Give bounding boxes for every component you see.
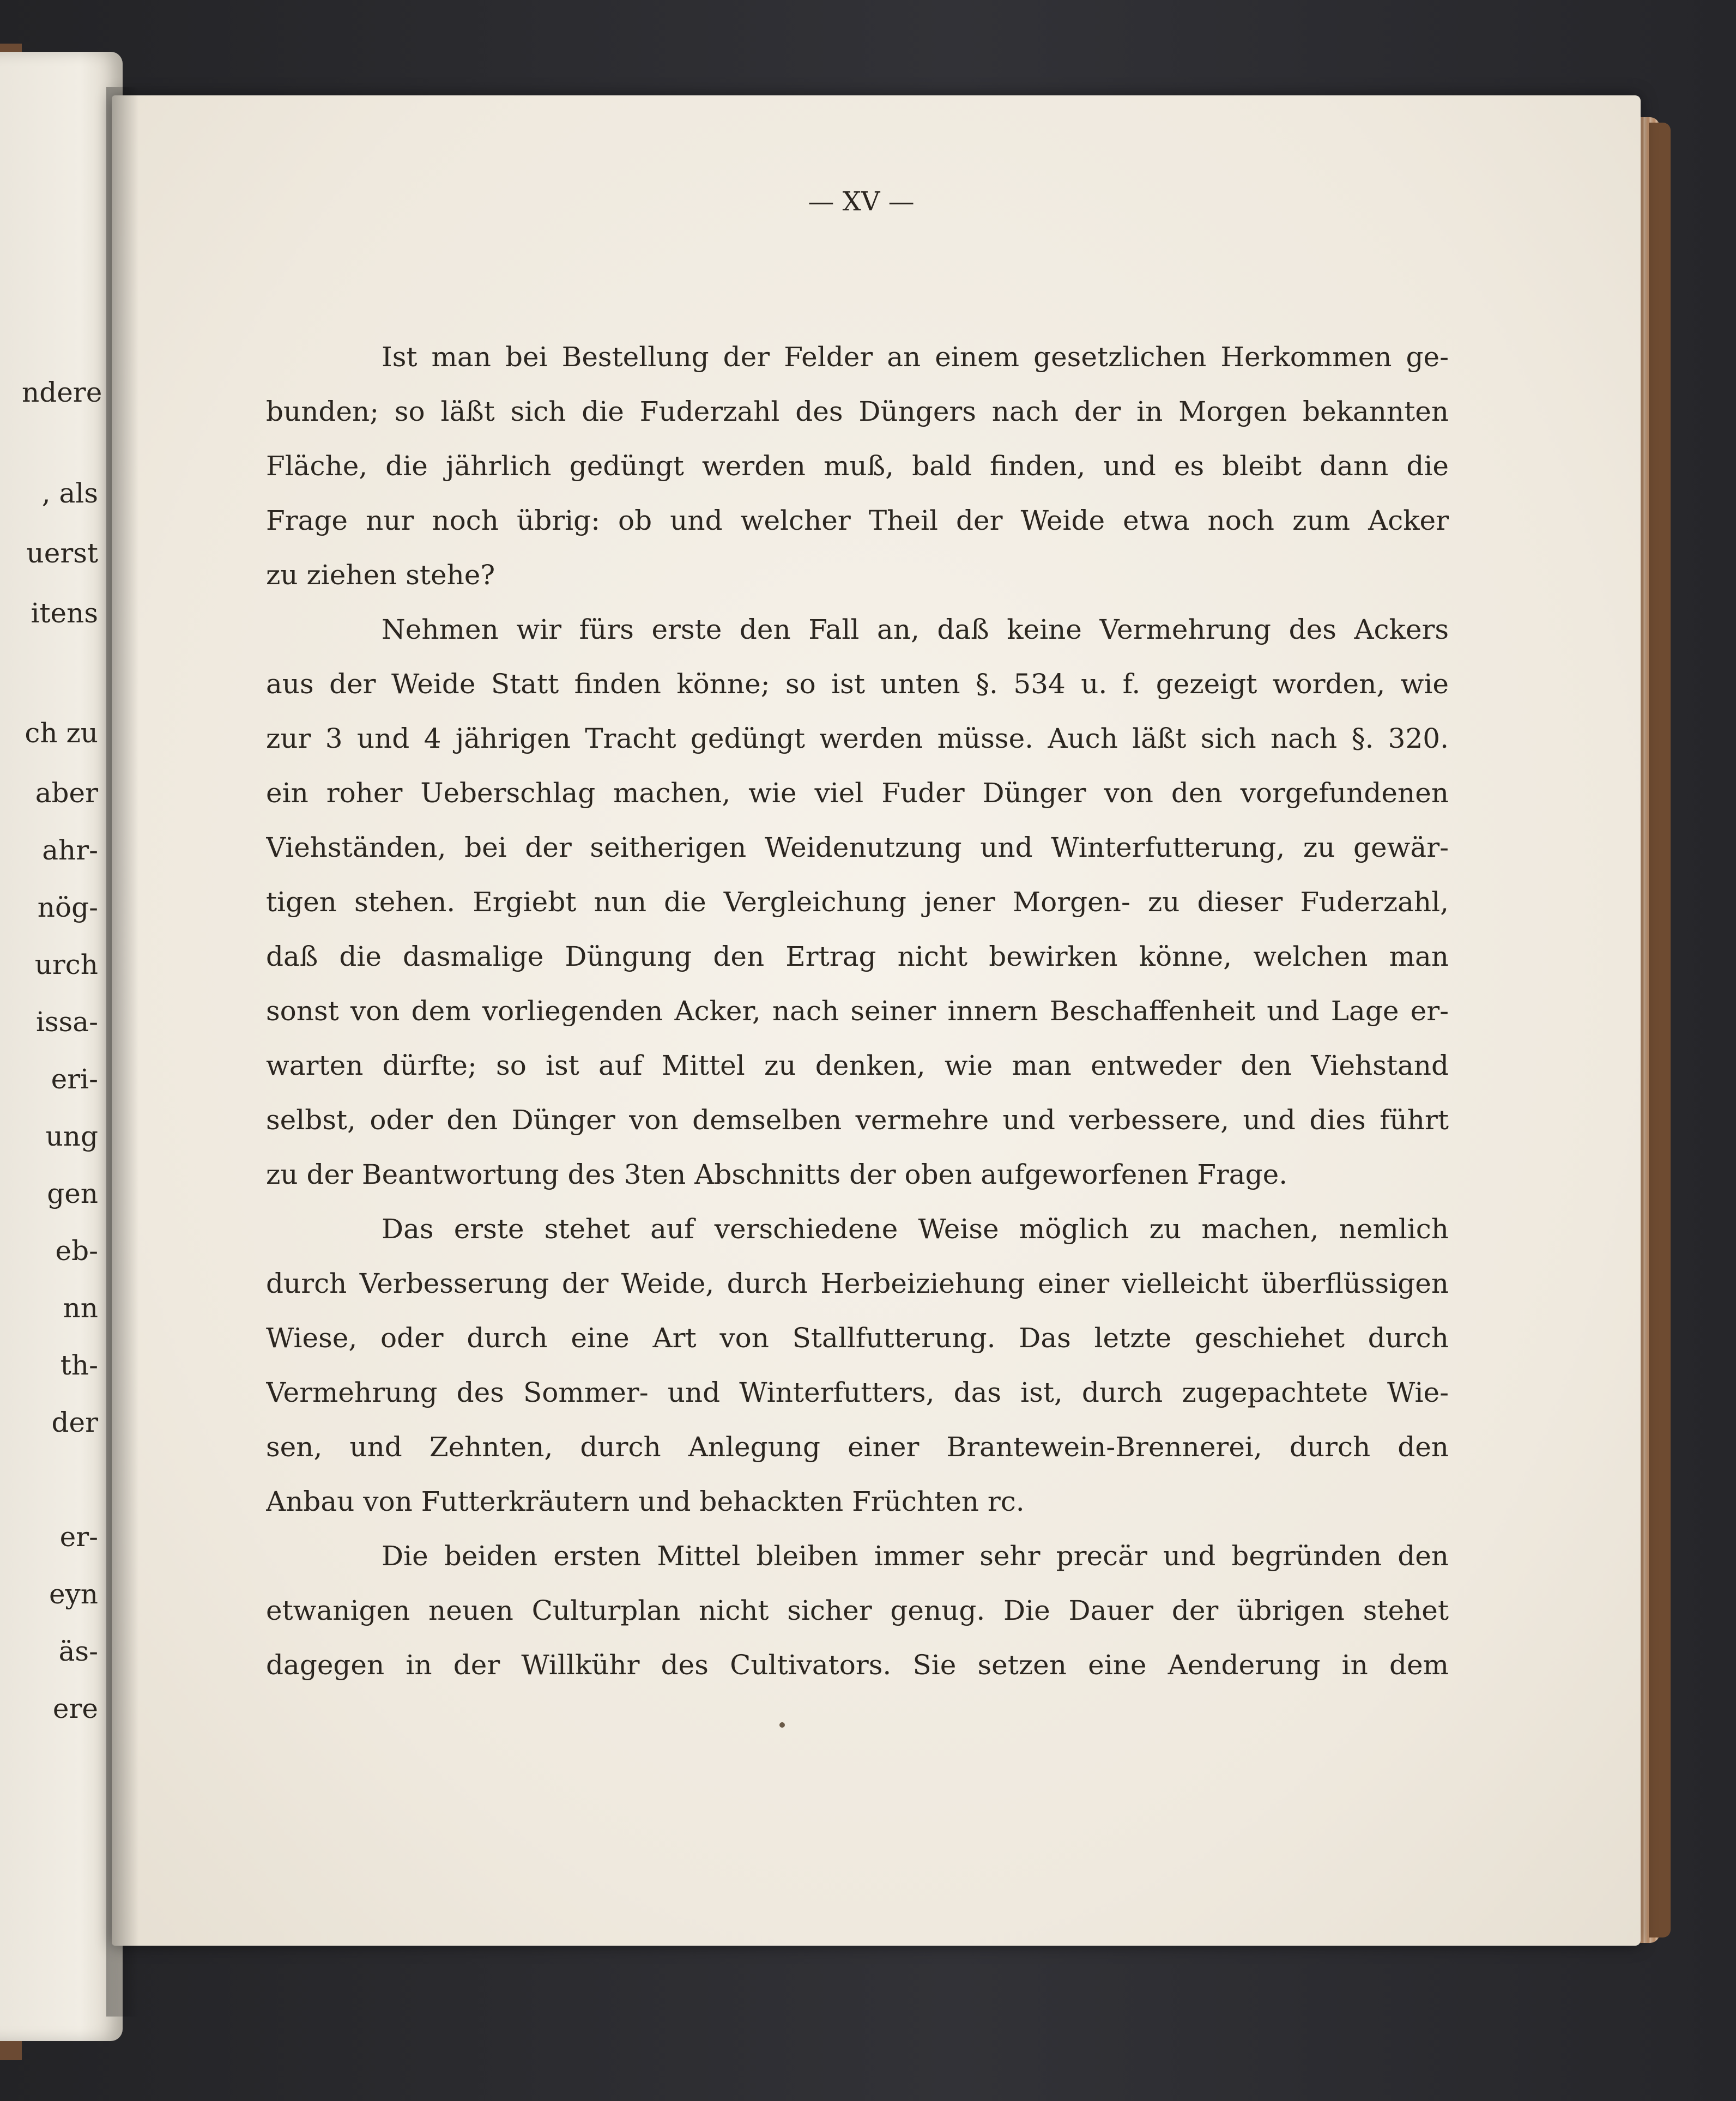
margin-fragment: aber — [35, 777, 98, 809]
margin-fragment: eyn — [49, 1578, 98, 1610]
text-line: bunden; so läßt sich die Fuderzahl des Düngers nach der in Morgen bekannten — [266, 396, 1449, 427]
text-line: Fläche, die jährlich gedüngt werden muß, bald finden, und es bleibt dann die — [266, 450, 1449, 482]
text-line: Das erste stehet auf verschiedene Weise möglich zu machen, nemlich — [382, 1213, 1449, 1245]
text-line: zur 3 und 4 jährigen Tracht gedüngt werden müsse. Auch läßt sich nach §. 320. — [266, 723, 1449, 754]
text-line: sen, und Zehnten, durch Anlegung einer Brantewein-Brennerei, durch den — [266, 1431, 1449, 1463]
margin-fragment: äs- — [58, 1636, 98, 1667]
margin-fragment: itens — [31, 597, 98, 629]
margin-fragment: nög- — [37, 892, 98, 923]
text-line: etwanigen neuen Culturplan nicht sicher genug. Die Dauer der übrigen stehet — [266, 1595, 1449, 1626]
margin-fragment: er- — [59, 1521, 98, 1553]
margin-fragment: , als — [41, 477, 98, 509]
margin-fragment: ahr- — [42, 834, 98, 866]
text-line: durch Verbesserung der Weide, durch Herbeiziehung einer vielleicht überflüssigen — [266, 1268, 1449, 1299]
margin-fragment: urch — [34, 949, 98, 980]
text-line: tigen stehen. Ergiebt nun die Vergleichung jener Morgen- zu dieser Fuderzahl, — [266, 886, 1449, 918]
page-header: — XV — — [808, 186, 915, 217]
spine-shadow — [106, 87, 139, 2017]
margin-fragment: nn — [63, 1292, 98, 1324]
text-line: aus der Weide Statt finden könne; so ist unten §. 534 u. f. gezeigt worden, wie — [266, 668, 1449, 700]
text-line: warten dürfte; so ist auf Mittel zu denken, wie man entweder den Viehstand — [266, 1050, 1449, 1081]
text-line: Ist man bei Bestellung der Felder an einem gesetzlichen Herkommen ge- — [382, 341, 1449, 373]
margin-fragment: eb- — [55, 1235, 98, 1267]
right-book-cover — [1649, 123, 1671, 1937]
text-line: selbst, oder den Dünger von demselben vermehre und verbessere, und dies führt — [266, 1104, 1449, 1136]
text-line: Viehständen, bei der seitherigen Weidenutzung und Winterfutterung, zu gewär- — [266, 832, 1449, 863]
text-line: sonst von dem vorliegenden Acker, nach seiner innern Beschaffenheit und Lage er- — [266, 995, 1449, 1027]
text-line: Wiese, oder durch eine Art von Stallfutterung. Das letzte geschiehet durch — [266, 1322, 1449, 1354]
text-line: Frage nur noch übrig: ob und welcher Theil der Weide etwa noch zum Acker — [266, 505, 1449, 536]
margin-fragment: ung — [45, 1121, 98, 1152]
margin-fragment: ndere — [22, 377, 102, 408]
text-line: daß die dasmalige Düngung den Ertrag nicht bewirken könne, welchen man — [266, 941, 1449, 972]
text-line: Nehmen wir fürs erste den Fall an, daß keine Vermehrung des Ackers — [382, 614, 1449, 645]
margin-fragment: ch zu — [25, 717, 98, 749]
left-page-edge — [0, 52, 123, 2041]
margin-fragment: der — [51, 1407, 98, 1438]
text-line: zu der Beantwortung des 3ten Abschnitts der oben aufgeworfenen Frage. — [266, 1159, 1288, 1190]
margin-fragment: th- — [60, 1349, 98, 1381]
text-line: ein roher Ueberschlag machen, wie viel Fuder Dünger von den vorgefundenen — [266, 777, 1449, 809]
text-line: Anbau von Futterkräutern und behackten Früchten rc. — [266, 1486, 1025, 1517]
text-line: Vermehrung des Sommer- und Winterfutters, das ist, durch zugepachtete Wie- — [266, 1377, 1449, 1408]
margin-fragment: ere — [52, 1693, 98, 1724]
margin-fragment: eri- — [51, 1063, 98, 1095]
text-line: Die beiden ersten Mittel bleiben immer sehr precär und begründen den — [382, 1540, 1449, 1572]
margin-fragment: gen — [47, 1178, 98, 1209]
text-line: zu ziehen stehe? — [266, 559, 495, 591]
margin-fragment: uerst — [26, 537, 98, 569]
margin-fragment: issa- — [35, 1006, 98, 1038]
ink-smudge — [779, 1722, 785, 1728]
text-line: dagegen in der Willkühr des Cultivators. Sie setzen eine Aenderung in dem — [266, 1649, 1449, 1681]
